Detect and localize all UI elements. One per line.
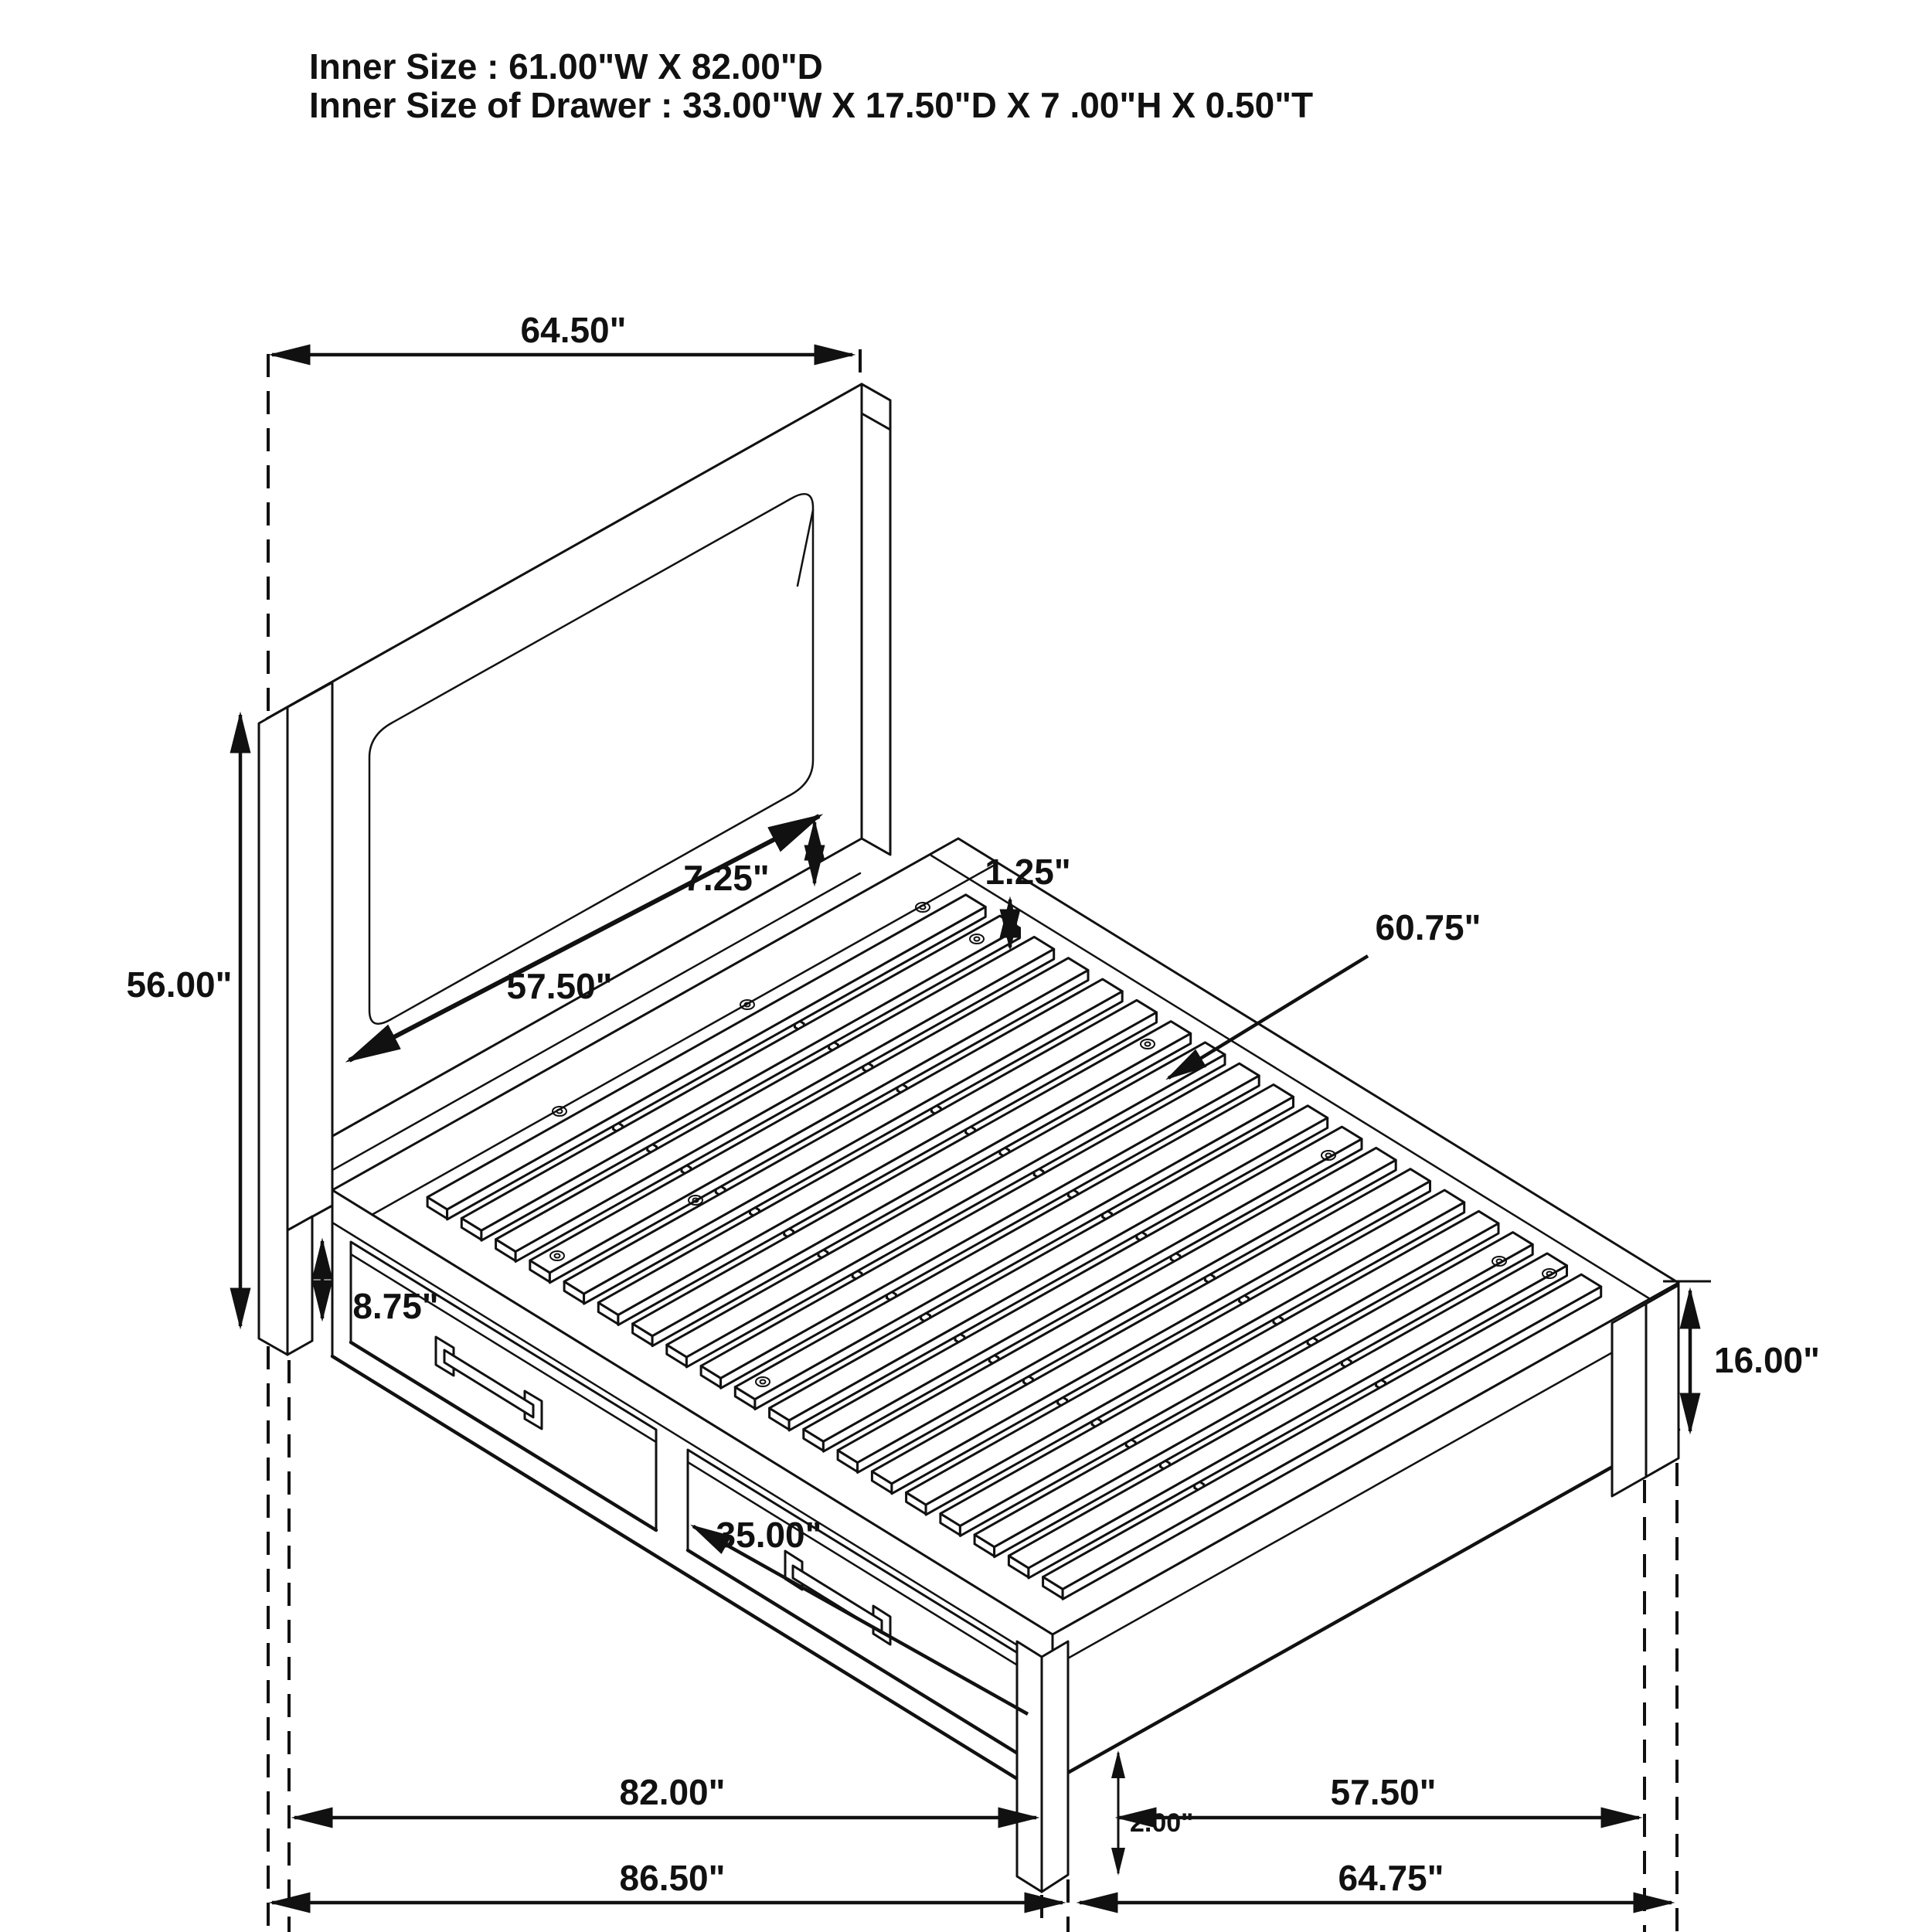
headboard-right-stile [862,384,890,855]
label-length-inner: 82.00" [619,1772,726,1812]
label-overall-length: 86.50" [619,1858,726,1898]
label-drawer-width: 35.00" [716,1515,822,1555]
headboard-left-leg-side [287,682,332,1230]
label-headboard-height: 56.00" [126,964,233,1005]
label-headboard-width: 64.50" [520,310,627,350]
label-floor-clearance: 2.00" [1130,1808,1194,1838]
label-overall-width: 64.75" [1338,1858,1444,1898]
south-leg-right-face [1042,1641,1068,1892]
headboard-left-leg-front [259,707,287,1355]
label-foot-width-inner: 57.50" [1330,1772,1437,1812]
label-slat-length: 60.75" [1375,907,1481,947]
label-panel-width: 57.50" [506,966,613,1006]
south-leg-left-face [1017,1641,1042,1892]
title-inner-size: Inner Size : 61.00"W X 82.00"D [309,46,823,87]
headboard-left-leg-lower [287,1216,312,1355]
east-leg-right-face [1646,1285,1679,1477]
title-inner-size-drawer: Inner Size of Drawer : 33.00"W X 17.50"D X 7 .00"H X 0.50"T [309,85,1314,125]
label-panel-gap: 7.25" [683,858,770,898]
east-leg-left-face [1612,1304,1646,1496]
label-footboard-height: 16.00" [1714,1340,1820,1380]
label-slat-lip: 1.25" [985,852,1071,892]
label-drawer-height: 8.75" [352,1286,439,1326]
